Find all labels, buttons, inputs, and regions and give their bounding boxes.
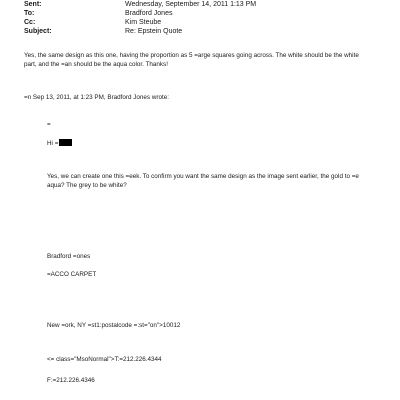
reply-line-1: Yes, the same design as this one, having the proportion as 5 =arge squares going across. The white should be the white — [24, 52, 359, 59]
greeting-line — [47, 139, 72, 148]
cc-value: Kim Steube — [125, 19, 162, 26]
to-row — [24, 9, 172, 18]
fax-line: F:=212.226.4346 — [47, 377, 95, 384]
to-label: To: — [24, 10, 35, 17]
signature-name: Bradford =ones — [47, 253, 91, 260]
reply-line-2: part, and the =an should be the aqua color. Thanks! — [24, 61, 168, 68]
address-line: New =ork, NY =st1:postalcode =:st="on">10012 — [47, 322, 181, 329]
sent-label: Sent: — [24, 1, 42, 8]
subject-value: Re: Epstein Quote — [125, 28, 183, 35]
sent-row — [24, 0, 256, 9]
signature-company: =ACCO CARPET — [47, 271, 97, 278]
equals-line: = — [47, 121, 51, 128]
to-value: Bradford Jones — [125, 10, 173, 17]
quoted-line-2: aqua? The grey to be white? — [47, 182, 127, 189]
subject-row — [24, 27, 182, 36]
telephone-line: <= class="MsoNormal">T:=212.226.4344 — [47, 356, 162, 363]
subject-label: Subject: — [24, 28, 52, 35]
quote-intro: =n Sep 13, 2011, at 1:23 PM, Bradford Jones wrote: — [24, 94, 169, 101]
sent-value: Wednesday, September 14, 2011 1:13 PM — [125, 1, 257, 8]
quoted-line-1: Yes, we can create one this =eek. To confirm you want the same design as the image sent earlier, the gold to =e — [47, 173, 359, 180]
cc-row — [24, 18, 161, 27]
cc-label: Cc: — [24, 19, 36, 26]
redaction-box — [59, 139, 72, 146]
greeting-text: Hi = — [47, 140, 59, 147]
